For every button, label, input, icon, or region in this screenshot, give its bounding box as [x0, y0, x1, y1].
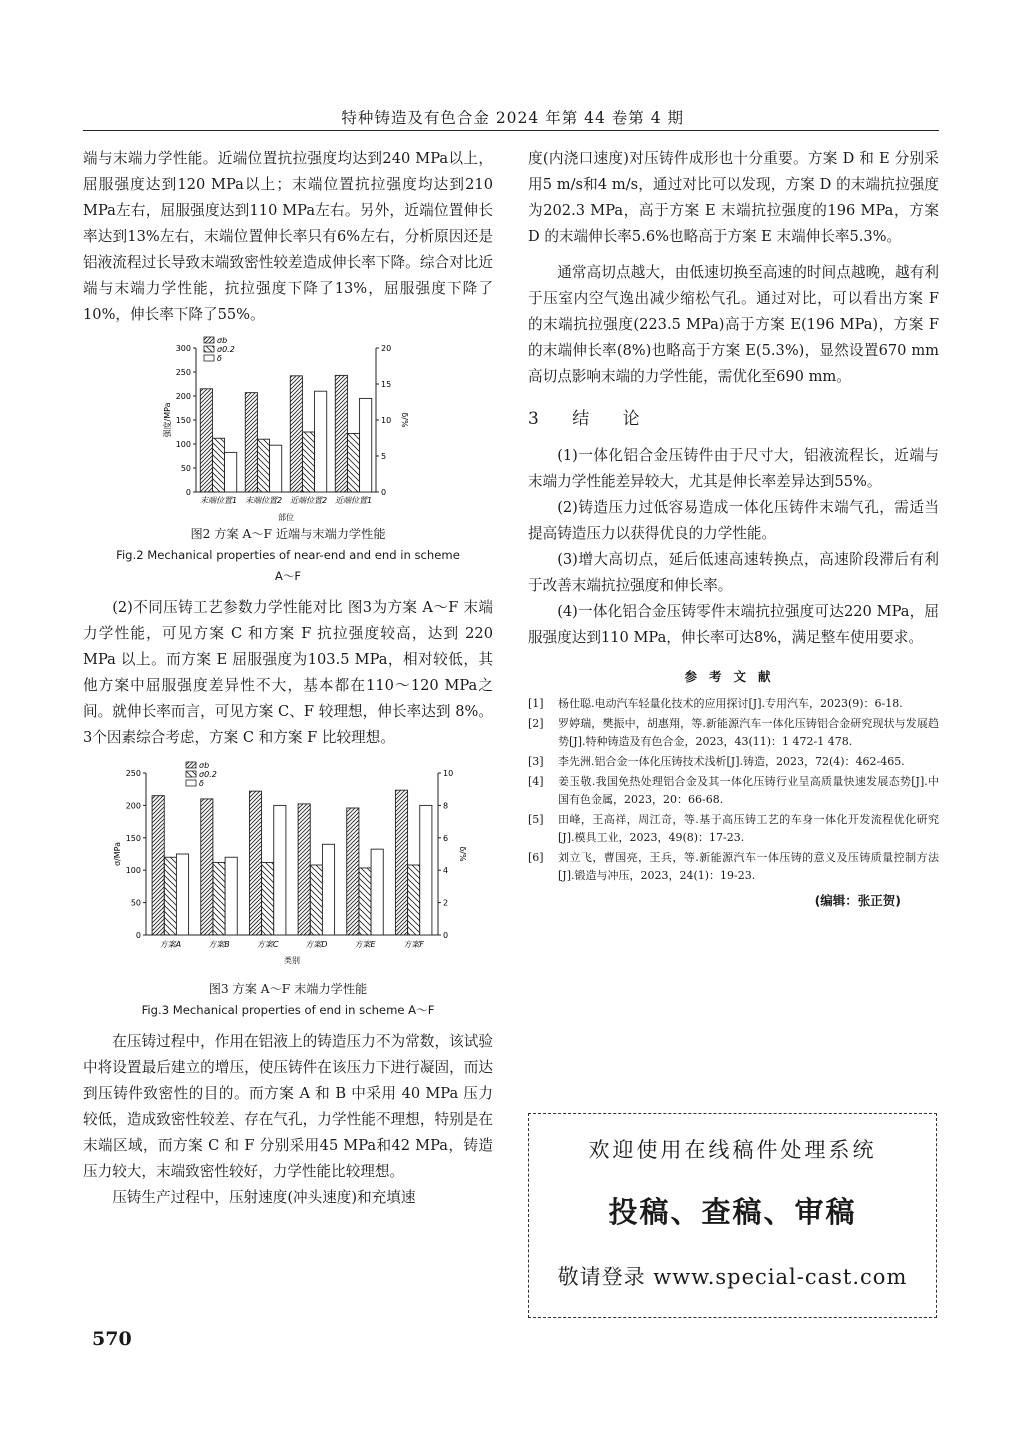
- y2-tick-label: 0: [443, 931, 449, 940]
- bar-σb-4: [347, 808, 359, 935]
- reference-number: [6]: [528, 851, 544, 864]
- paragraph: 度(内浇口速度)对压铸件成形也十分重要。方案 D 和 E 分别采用5 m/s和4 m/s，通过对比可以发现，方案 D 的末端抗拉强度为202.3 MPa，高于方案 E 末端抗拉强度的196 MPa，方案 D 的末端伸长率5.6%也略高于方案 E 末端伸长率5.3%。: [528, 150, 939, 245]
- y-tick-label: 100: [175, 440, 191, 449]
- x-tick-label: 方案E: [354, 940, 376, 949]
- legend-label: δ: [217, 354, 222, 363]
- running-title: 特种铸造及有色合金 2024 年第 44 卷第 4 期: [341, 109, 684, 127]
- y-tick-label: 150: [125, 833, 141, 843]
- x-tick-label: 方案B: [208, 940, 230, 949]
- bar-σ02-2: [262, 862, 274, 935]
- bar-σb-2: [290, 376, 302, 492]
- figure-2-chart: [158, 334, 418, 524]
- paragraph: 通常高切点越大，由低速切换至高速的时间点越晚，越有利于压室内空气逸出减少缩松气孔。通过对比，可以看出方案 F 的末端抗拉强度(223.5 MPa)高于方案 E(196 MPa)，方案 F 的末端伸长率(8%)也略高于方案 E(5.3%)，显然设置670 mm高切点影响末端的力学性能，需优化至690 mm。: [528, 264, 939, 385]
- reference-text: 李先洲.铝合金一体化压铸技术浅析[J].铸造，2023，72(4)：462-465.: [558, 755, 905, 768]
- x-tick-label: 近端位置1: [334, 496, 373, 505]
- bar-σ02-1: [213, 862, 225, 935]
- bar-σ02-0: [164, 857, 176, 935]
- y2-axis-label: δ/%: [400, 412, 409, 428]
- bar-σ02-3: [310, 865, 322, 935]
- references-heading: 参考文献: [684, 669, 783, 684]
- bar-σb-3: [335, 375, 347, 492]
- legend-label: σ0.2: [199, 770, 217, 779]
- reference-text: 罗婷瑞，樊振中，胡惠翔，等.新能源汽车一体化压铸铝合金研究现状与发展趋势[J].特种铸造及有色合金，2023，43(11)：1 472-1 478.: [558, 717, 939, 748]
- right-column: [528, 146, 939, 909]
- reference-text: 杨仕聪.电动汽车轻量化技术的应用探讨[J].专用汽车，2023(9)：6-18.: [558, 697, 903, 710]
- y2-tick-label: 8: [443, 801, 449, 811]
- y2-tick-label: 0: [381, 488, 387, 497]
- legend-swatch: [186, 771, 196, 777]
- reference-item: [528, 811, 939, 847]
- bar-σb-0: [152, 796, 164, 935]
- y2-tick-label: 2: [443, 898, 449, 908]
- conclusion-item: (1)一体化铝合金压铸件由于尺寸大，铝液流程长，近端与末端力学性能差异较大，尤其是伸长率差异达到55%。: [528, 447, 939, 490]
- bar-σ02-3: [347, 433, 359, 492]
- left-column: [83, 146, 493, 1211]
- y-tick-label: 50: [180, 464, 191, 473]
- legend-label: σb: [199, 761, 210, 770]
- section-heading: 3 结 论: [528, 409, 654, 429]
- legend-swatch: [186, 762, 196, 768]
- bar-δ-0: [225, 452, 237, 492]
- figure-3-caption-en: Fig.3 Mechanical properties of end in scheme A～F: [141, 1003, 435, 1017]
- bar-σ02-1: [257, 439, 269, 492]
- paragraph: 端与末端力学性能。近端位置抗拉强度均达到240 MPa以上，屈服强度达到120 MPa以上；末端位置抗拉强度均达到210 MPa左右，屈服强度达到110 MPa左右。另外，近端位置伸长率达到13%左右，末端位置伸长率只有6%左右，分析原因还是铝液流程过长导致末端致密性较差造成伸长率下降。综合对比近端与末端力学性能，抗拉强度下降了13%，屈服强度下降了10%，伸长率下降了55%。: [83, 150, 493, 323]
- figure-3-chart: [108, 759, 468, 979]
- paragraph: (2)不同压铸工艺参数力学性能对比 图3为方案 A～F 末端力学性能，可见方案 C 和方案 F 抗拉强度较高，达到 220 MPa 以上。而方案 E 屈服强度为103.5 MPa，相对较低，其他方案中屈服强度差异性不大，基本都在110～120 MPa之间。就伸长率而言，可见方案 C、F 较理想，伸长率达到 8%。3个因素综合考虑，方案 C 和方案 F 比较理想。: [83, 599, 493, 746]
- reference-text: 刘立飞，曹国亮，王兵，等.新能源汽车一体压铸的意义及压铸质量控制方法[J].锻造与冲压，2023，24(1)：19-23.: [558, 851, 939, 882]
- y-axis-label: σ/MPa: [113, 841, 122, 867]
- x-tick-label: 末端位置2: [244, 496, 283, 505]
- legend-swatch: [204, 337, 214, 343]
- bar-δ-3: [360, 398, 372, 492]
- y2-tick-label: 5: [381, 452, 387, 461]
- y2-tick-label: 4: [443, 866, 449, 876]
- legend-label: σb: [217, 336, 228, 345]
- running-header: [83, 100, 939, 131]
- bar-σb-1: [245, 393, 257, 492]
- legend-label: δ: [199, 779, 204, 788]
- reference-number: [5]: [528, 813, 544, 826]
- bar-δ-5: [420, 805, 432, 935]
- ad-line-2: 投稿、查稿、审稿: [608, 1195, 857, 1229]
- paragraph: 在压铸过程中，作用在铝液上的铸造压力不为常数，该试验中将设置最后建立的增压，使压铸件在该压力下进行凝固，而达到压铸件致密性的目的。而方案 A 和 B 中采用 40 MPa 压力较低，造成致密性较差、存在气孔，力学性能不理想，特别是在末端区域，而方案 C 和 F 分别采用45 MPa和42 MPa，铸造压力较大，末端致密性较好，力学性能比较理想。: [83, 1033, 493, 1180]
- bar-δ-0: [176, 854, 188, 935]
- y2-tick-label: 10: [381, 416, 392, 425]
- x-tick-label: 近端位置2: [289, 496, 328, 505]
- bar-σb-0: [200, 389, 212, 492]
- y2-tick-label: 15: [381, 380, 392, 389]
- legend-swatch: [204, 355, 214, 361]
- y-tick-label: 200: [125, 801, 141, 811]
- bar-σb-2: [249, 791, 261, 935]
- y-tick-label: 100: [125, 866, 141, 876]
- bar-δ-1: [225, 857, 237, 935]
- reference-text: 田峰，王高祥，周江奇，等.基于高压铸工艺的车身一体化开发流程优化研究[J].模具工业，2023，49(8)：17-23.: [558, 813, 939, 844]
- y2-tick-label: 10: [443, 769, 454, 778]
- reference-number: [4]: [528, 775, 544, 788]
- figure-3-caption-cn: 图3 方案 A～F 末端力学性能: [208, 982, 368, 996]
- x-axis-label: 类别: [284, 956, 300, 965]
- bar-σ02-2: [302, 432, 314, 492]
- conclusion-item: (2)铸造压力过低容易造成一体化压铸件末端气孔，需适当提高铸造压力以获得优良的力学性能。: [528, 499, 939, 542]
- reference-item: [528, 715, 939, 751]
- x-tick-label: 方案F: [403, 940, 424, 949]
- bar-σ02-5: [408, 865, 420, 935]
- figure-2-caption-cn: 图2 方案 A～F 近端与末端力学性能: [190, 527, 386, 541]
- reference-number: [2]: [528, 717, 544, 730]
- bar-σb-1: [201, 799, 213, 935]
- submission-system-ad: [528, 1113, 937, 1318]
- figure-2-caption-en-2: A～F: [274, 569, 302, 583]
- reference-number: [1]: [528, 697, 544, 710]
- y-tick-label: 50: [130, 898, 141, 908]
- conclusion-item: (3)增大高切点，延后低速高速转换点，高速阶段滞后有利于改善末端抗拉强度和伸长率。: [528, 551, 939, 594]
- x-tick-label: 方案C: [256, 940, 279, 949]
- y-axis-label: 强度/MPa: [163, 402, 172, 438]
- x-axis-label: 部位: [278, 513, 294, 522]
- legend-swatch: [186, 780, 196, 786]
- bar-σ02-0: [212, 438, 224, 492]
- reference-item: [528, 849, 939, 885]
- conclusion-item: (4)一体化铝合金压铸零件末端抗拉强度可达220 MPa，屈服强度达到110 MPa，伸长率可达8%，满足整车使用要求。: [528, 603, 939, 646]
- y2-tick-label: 20: [381, 344, 392, 353]
- reference-item: [528, 753, 939, 771]
- x-tick-label: 方案A: [159, 940, 182, 949]
- page-number: 570: [92, 1328, 132, 1350]
- y-tick-label: 0: [135, 931, 141, 940]
- legend-label: σ0.2: [217, 345, 235, 354]
- y-tick-label: 0: [185, 488, 191, 497]
- y-tick-label: 150: [175, 416, 191, 425]
- figure-2-caption-en: Fig.2 Mechanical properties of near-end and end in scheme: [116, 548, 460, 562]
- bar-δ-2: [315, 391, 327, 492]
- ad-line-1: 欢迎使用在线稿件处理系统: [588, 1138, 877, 1162]
- bar-δ-3: [322, 844, 334, 935]
- x-tick-label: 方案D: [305, 940, 328, 949]
- legend-swatch: [204, 346, 214, 352]
- bar-δ-4: [371, 849, 383, 935]
- reference-number: [3]: [528, 755, 544, 768]
- paragraph: 压铸生产过程中，压射速度(冲头速度)和充填速: [112, 1189, 416, 1206]
- y2-tick-label: 6: [443, 833, 449, 843]
- x-tick-label: 末端位置1: [199, 496, 238, 505]
- reference-item: [528, 773, 939, 809]
- editor-note: (编辑：张正贺): [814, 893, 901, 908]
- reference-item: [528, 695, 939, 713]
- bar-δ-2: [274, 805, 286, 935]
- y-tick-label: 250: [125, 769, 141, 778]
- reference-text: 姜玉敬.我国免热处理铝合金及其一体化压铸行业呈高质量快速发展态势[J].中国有色金属，2023，20：66-68.: [558, 775, 939, 806]
- bar-σ02-4: [359, 868, 371, 935]
- bar-σb-5: [395, 790, 407, 935]
- y-tick-label: 200: [175, 392, 191, 401]
- y-tick-label: 250: [175, 368, 191, 377]
- y-tick-label: 300: [175, 344, 191, 353]
- y2-axis-label: δ/%: [458, 846, 467, 862]
- bar-δ-1: [270, 445, 282, 492]
- bar-σb-3: [298, 804, 310, 935]
- ad-line-3: 敬请登录 www.special-cast.com: [557, 1265, 908, 1289]
- references-list: [528, 695, 939, 885]
